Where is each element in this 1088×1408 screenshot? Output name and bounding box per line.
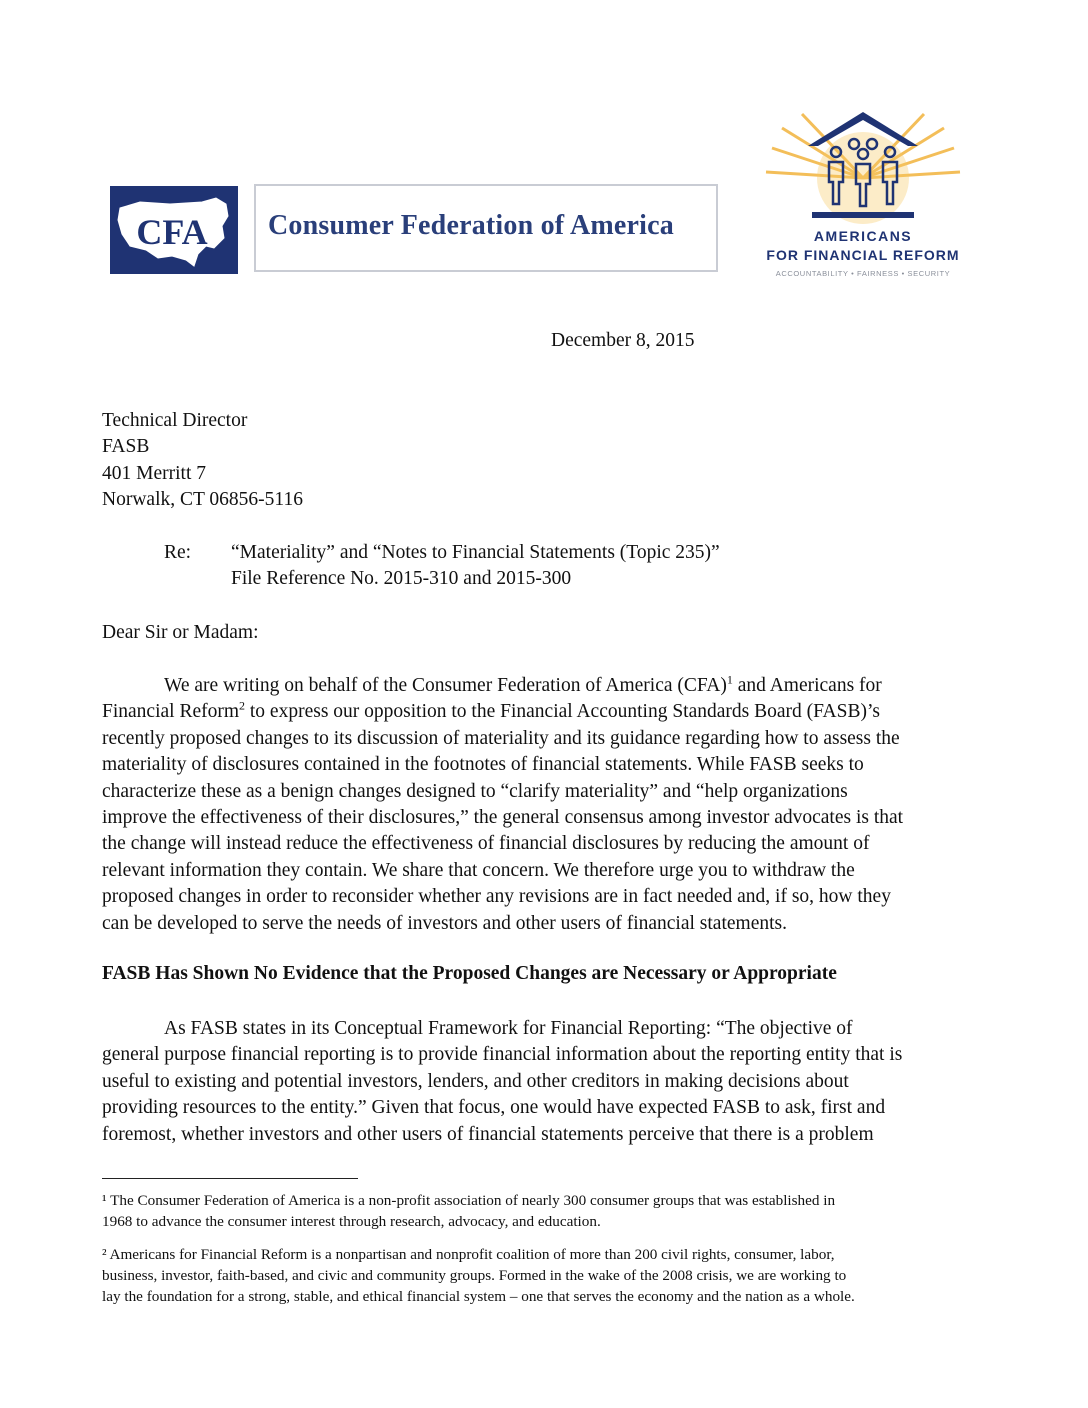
- footnote-line: lay the foundation for a strong, stable, and ethical financial system – one that serves the economy and the nation as a whole.: [102, 1288, 855, 1305]
- footnote-1: [102, 1190, 992, 1232]
- afr-name-line2: FOR FINANCIAL REFORM: [766, 247, 960, 263]
- paragraph-line: providing resources to the entity.” Given that focus, one would have expected FASB to ask, first and: [102, 1097, 886, 1119]
- paragraph-line: characterize these as a benign changes designed to “clarify materiality” and “help organizations: [102, 780, 848, 802]
- re-line: File Reference No. 2015-310 and 2015-300: [231, 568, 572, 590]
- afr-tagline: ACCOUNTABILITY • FAIRNESS • SECURITY: [775, 269, 951, 278]
- us-map-icon: [110, 186, 238, 274]
- paragraph-line: general purpose financial reporting is to provide financial information about the reporting entity that is: [102, 1044, 903, 1066]
- address-line: Technical Director: [102, 410, 248, 431]
- cfa-logo-namebox: [254, 184, 718, 272]
- paragraph-line: As FASB states in its Conceptual Framework for Financial Reporting: “The objective of: [164, 1018, 853, 1039]
- re-label: Re:: [164, 542, 192, 563]
- footnote-divider: [102, 1178, 358, 1179]
- paragraph-line: the change will instead reduce the effectiveness of financial disclosures by reducing the amount of: [102, 833, 870, 855]
- paragraph-line: materiality of disclosures contained in the footnotes of financial statements. While FASB seeks to: [102, 754, 864, 776]
- footnote-ref-1: 1: [726, 672, 733, 687]
- footnote-ref-2: 2: [239, 698, 246, 713]
- section-heading: FASB Has Shown No Evidence that the Proposed Changes are Necessary or Appropriate: [102, 963, 837, 984]
- address-line: FASB: [102, 436, 150, 458]
- afr-logo: [752, 108, 974, 288]
- re-line: “Materiality” and “Notes to Financial Statements (Topic 235)”: [231, 542, 720, 563]
- paragraph-line: Financial Reform$^2$ to express our opposition to the Financial Accounting Standards Board (FASB)’s: [102, 698, 880, 723]
- footnote-line: ² Americans for Financial Reform is a nonpartisan and nonprofit coalition of more than 200 civil rights, consumer, labor,: [102, 1246, 835, 1263]
- salutation: Dear Sir or Madam:: [102, 622, 259, 643]
- paragraph-line: useful to existing and potential investors, lenders, and other creditors in making decisions about: [102, 1070, 849, 1092]
- paragraph-line: improve the effectiveness of their disclosures,” the general consensus among investor advocates is that: [102, 807, 904, 829]
- cfa-logo-name: Consumer Federation of America: [268, 210, 674, 241]
- re-subject: [231, 540, 720, 593]
- footnote-2: [102, 1244, 992, 1307]
- paragraph-line: can be developed to serve the needs of investors and other users of financial statements.: [102, 912, 787, 934]
- paragraph-line: foremost, whether investors and other users of financial statements perceive that there is a problem: [102, 1123, 874, 1145]
- footnote-line: ¹ The Consumer Federation of America is a non-profit association of nearly 300 consumer groups that was established in: [102, 1192, 836, 1209]
- address-line: 401 Merritt 7: [102, 462, 206, 484]
- afr-emblem-icon: [752, 108, 974, 226]
- recipient-address: [102, 408, 303, 514]
- body-paragraph-1: [102, 673, 982, 937]
- paragraph-line: recently proposed changes to its discussion of materiality and its guidance regarding how to assess the: [102, 727, 900, 749]
- footnote-line: 1968 to advance the consumer interest through research, advocacy, and education.: [102, 1213, 601, 1230]
- afr-name-line1: AMERICANS: [813, 228, 913, 244]
- footnote-line: business, investor, faith-based, and civic and community groups. Formed in the wake of the 2008 crisis, we are working to: [102, 1267, 847, 1284]
- letter-date: December 8, 2015: [551, 330, 695, 351]
- body-paragraph-2: [102, 1016, 982, 1148]
- address-line: Norwalk, CT 06856-5116: [102, 489, 303, 511]
- paragraph-line: proposed changes in order to reconsider whether any revisions are in fact needed and, if so, how they: [102, 886, 891, 908]
- paragraph-line: relevant information they contain. We share that concern. We therefore urge you to withdraw the: [102, 859, 855, 881]
- cfa-badge-text: CFA: [136, 212, 208, 252]
- cfa-logo-badge: [110, 186, 238, 274]
- paragraph-line: We are writing on behalf of the Consumer Federation of America (CFA)$^1$ and Americans for: [164, 672, 882, 696]
